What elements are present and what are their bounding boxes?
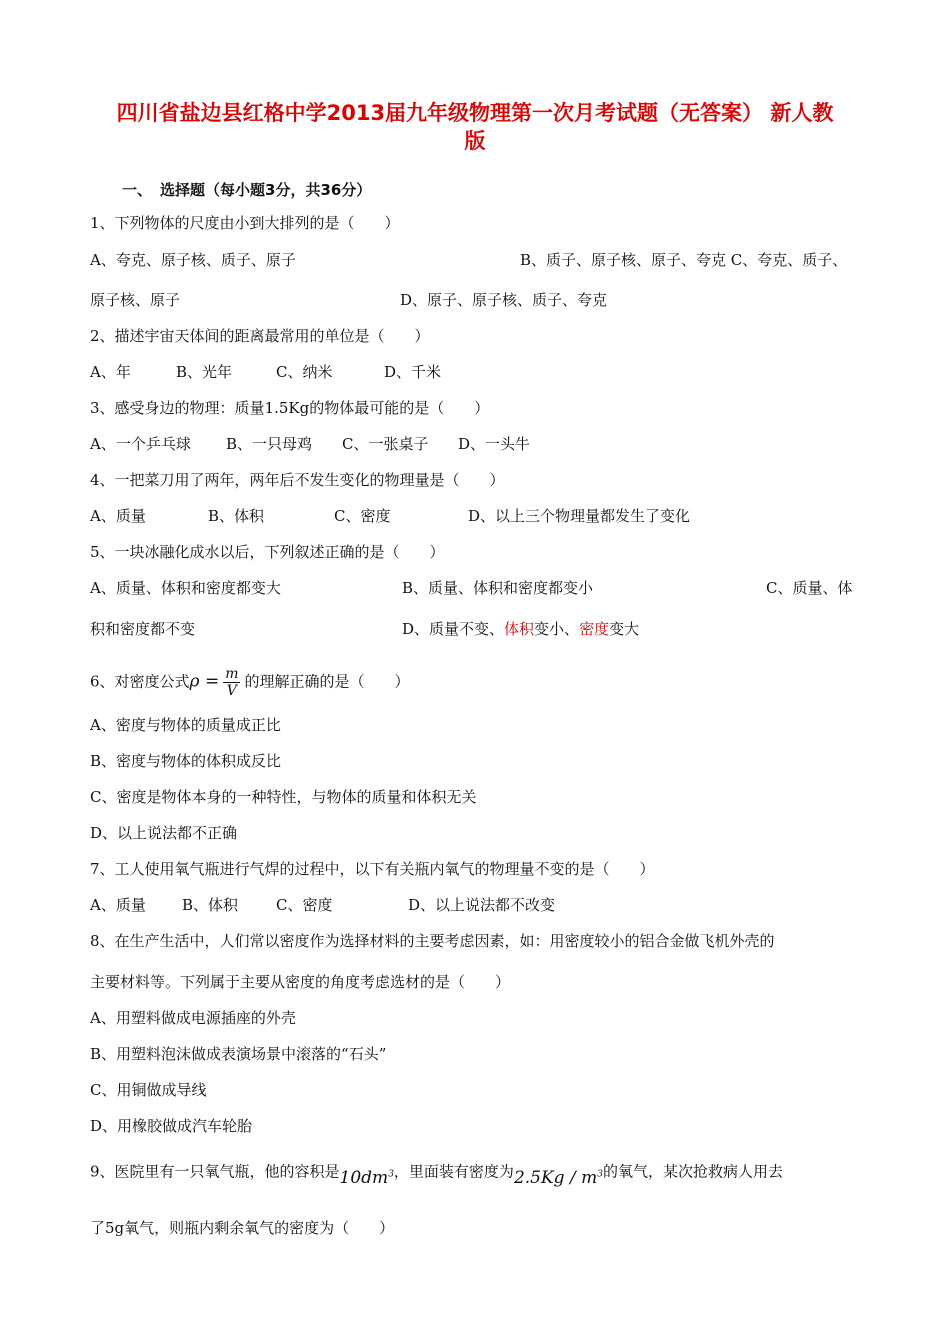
section-number: 一、 bbox=[122, 181, 153, 199]
question-5-stem: 5、一块冰融化成水以后，下列叙述正确的是（ ） bbox=[90, 543, 445, 561]
question-2-option-c: C、纳米 bbox=[276, 363, 333, 381]
question-2-option-a: A、年 bbox=[90, 363, 131, 381]
volume-value bbox=[340, 1168, 394, 1188]
question-2-option-b: B、光年 bbox=[176, 363, 233, 381]
question-8-option-c: C、用铜做成导线 bbox=[90, 1081, 207, 1099]
question-8-option-d: D、用橡胶做成汽车轮胎 bbox=[90, 1117, 253, 1135]
question-4-option-d: D、以上三个物理量都发生了变化 bbox=[468, 507, 691, 525]
question-4-option-b: B、体积 bbox=[208, 507, 265, 525]
question-7-option-a: A、质量 bbox=[90, 896, 146, 914]
question-4-option-a: A、质量 bbox=[90, 507, 146, 525]
question-8-stem-line2: 主要材料等。下列属于主要从密度的角度考虑选材的是（ ） bbox=[90, 973, 511, 991]
option-d-highlight-volume: 体积 bbox=[504, 620, 535, 638]
option-d-text-mid: 变小、 bbox=[534, 620, 580, 638]
question-7-stem: 7、工人使用氧气瓶进行气焊的过程中，以下有关瓶内氧气的物理量不变的是（ ） bbox=[90, 860, 655, 878]
question-9-stem-line2: 了5g氧气，则瓶内剩余氧气的密度为（ ） bbox=[90, 1219, 395, 1237]
question-4-stem: 4、一把菜刀用了两年，两年后不发生变化的物理量是（ ） bbox=[90, 471, 505, 489]
density-base: 2.5Kg / m bbox=[513, 1167, 598, 1188]
question-1-stem: 1、下列物体的尺度由小到大排列的是（ ） bbox=[90, 214, 400, 232]
fraction-numerator: m bbox=[225, 666, 239, 682]
volume-exponent: 3 bbox=[388, 1169, 394, 1179]
question-6-stem-text: 6、对密度公式 bbox=[90, 672, 190, 691]
question-2-stem: 2、描述宇宙天体间的距离最常用的单位是（ ） bbox=[90, 327, 430, 345]
question-6-option-a: A、密度与物体的质量成正比 bbox=[90, 716, 281, 734]
option-d-text: D、质量不变、 bbox=[402, 620, 505, 638]
density-symbol: ρ = bbox=[189, 671, 220, 692]
question-1-option-d: D、原子、原子核、质子、夸克 bbox=[400, 291, 608, 309]
question-3-option-d: D、一头牛 bbox=[458, 435, 531, 453]
question-1-option-bc: B、质子、原子核、原子、夸克 C、夸克、质子、 bbox=[520, 251, 848, 269]
question-9-text: 9、医院里有一只氧气瓶，他的容积是 bbox=[90, 1162, 340, 1181]
question-7-option-b: B、体积 bbox=[182, 896, 239, 914]
volume-base: 10dm bbox=[339, 1167, 389, 1188]
question-1-option-a: A、夸克、原子核、质子、原子 bbox=[90, 251, 296, 269]
question-1-continuation: 原子核、原子 bbox=[90, 291, 181, 309]
question-6-option-d: D、以上说法都不正确 bbox=[90, 824, 238, 842]
question-8-stem-line1: 8、在生产生活中，人们常以密度作为选择材料的主要考虑因素，如：用密度较小的铝合金做飞机外壳的 bbox=[90, 932, 775, 950]
section-heading: 选择题（每小题3分，共36分） bbox=[160, 181, 372, 199]
option-d-highlight-density: 密度 bbox=[579, 620, 610, 638]
density-value bbox=[514, 1168, 603, 1188]
question-7-option-d: D、以上说法都不改变 bbox=[408, 896, 556, 914]
question-8-option-a: A、用塑料做成电源插座的外壳 bbox=[90, 1009, 296, 1027]
question-6-stem-end: 的理解正确的是（ ） bbox=[244, 672, 410, 691]
question-3-option-c: C、一张桌子 bbox=[342, 435, 429, 453]
exam-title-line2: 版 bbox=[464, 129, 486, 153]
exam-title-line1: 四川省盐边县红格中学2013届九年级物理第一次月考试题（无答案） 新人教 bbox=[116, 101, 834, 125]
question-3-stem: 3、感受身边的物理：质量1.5Kg的物体最可能的是（ ） bbox=[90, 399, 490, 417]
density-fraction bbox=[223, 666, 240, 699]
question-9-text-end: 的氧气，某次抢救病人用去 bbox=[602, 1162, 783, 1181]
question-9-text-mid: ，里面装有密度为 bbox=[393, 1162, 514, 1181]
question-4-option-c: C、密度 bbox=[334, 507, 391, 525]
question-6-option-c: C、密度是物体本身的一种特性，与物体的质量和体积无关 bbox=[90, 788, 477, 806]
question-7-option-c: C、密度 bbox=[276, 896, 333, 914]
option-d-text-end: 变大 bbox=[609, 620, 640, 638]
question-5-continuation: 积和密度都不变 bbox=[90, 620, 196, 638]
question-3-option-b: B、一只母鸡 bbox=[226, 435, 313, 453]
density-exponent: 3 bbox=[597, 1169, 603, 1179]
question-5-option-c: C、质量、体 bbox=[766, 579, 853, 597]
question-9-stem-line1 bbox=[90, 1154, 783, 1186]
question-6-stem bbox=[90, 666, 410, 699]
question-5-option-b: B、质量、体积和密度都变小 bbox=[402, 579, 594, 597]
question-6-option-b: B、密度与物体的体积成反比 bbox=[90, 752, 282, 770]
question-2-option-d: D、千米 bbox=[384, 363, 442, 381]
question-5-option-d bbox=[402, 619, 639, 639]
fraction-denominator: V bbox=[226, 683, 237, 699]
question-3-option-a: A、一个乒乓球 bbox=[90, 435, 191, 453]
question-8-option-b: B、用塑料泡沫做成表演场景中滚落的“石头” bbox=[90, 1045, 387, 1063]
question-5-option-a: A、质量、体积和密度都变大 bbox=[90, 579, 281, 597]
